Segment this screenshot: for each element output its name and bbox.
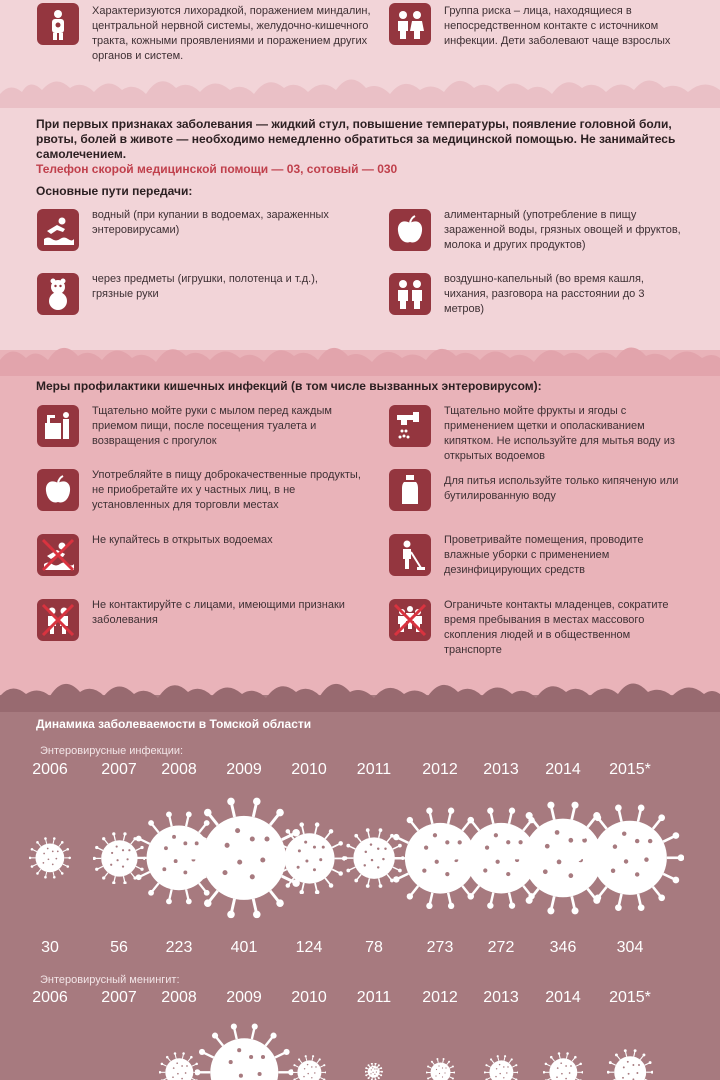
no-crowd-icon — [389, 599, 431, 641]
apple-icon — [37, 469, 79, 511]
fruit-silhouette-divider — [0, 672, 720, 712]
value-label: 124 — [295, 939, 323, 956]
prevention-heading: Меры профилактики кишечных инфекций (в том числе вызванных энтеровирусом): — [36, 379, 542, 393]
year-label: 2008 — [161, 989, 197, 1006]
virus-mark — [29, 837, 71, 879]
year-label: 2008 — [161, 761, 197, 778]
transmission-water-text: водный (при купании в водоемах, зараженных энтеровирусами) — [92, 209, 329, 236]
prevention-no-contact-text: Не контактируйте с лицами, имеющими признаки заболевания — [92, 599, 345, 626]
year-label: 2014 — [545, 761, 581, 778]
no-contact-icon — [37, 599, 79, 641]
children-icon — [389, 3, 431, 45]
transmission-heading: Основные пути передачи: — [36, 184, 193, 198]
prevention-cleaning-text: Проветривайте помещения, проводите влажные уборки с применением дезинфицирующих средств — [444, 534, 644, 576]
value-label: 401 — [230, 939, 258, 956]
value-label: 56 — [110, 939, 128, 956]
year-label: 2009 — [226, 989, 262, 1006]
bottle-icon — [389, 469, 431, 511]
value-label: 30 — [41, 939, 59, 956]
virus-mark — [607, 1049, 653, 1080]
emergency-phone: Телефон скорой медицинской помощи — 03, сотовый — 030 — [36, 162, 398, 176]
year-label: 2012 — [422, 761, 458, 778]
prevention-no-swim-text: Не купайтесь в открытых водоемах — [92, 534, 273, 546]
virus-mark — [159, 1052, 200, 1080]
no-swim-icon — [37, 534, 79, 576]
fruit-silhouette-divider — [0, 68, 720, 108]
prevention-food-text: Употребляйте в пищу доброкачественные продукты, не приобретайте их у частных лиц, в не установленных для торговли местах — [92, 469, 361, 511]
virus-mark — [195, 1023, 294, 1080]
year-label: 2010 — [291, 989, 327, 1006]
year-label: 2015* — [609, 761, 651, 778]
value-label: 78 — [365, 939, 383, 956]
toy-icon — [37, 273, 79, 315]
people-icon — [389, 273, 431, 315]
virus-mark — [484, 1055, 519, 1080]
transmission-objects-text: через предметы (игрушки, полотенца и т.д.), грязные руки — [92, 273, 318, 300]
body-icon — [37, 3, 79, 45]
virus-mark — [543, 1052, 584, 1080]
value-label: 273 — [426, 939, 454, 956]
apple-icon — [389, 209, 431, 251]
transmission-air-text: воздушно-капельный (во время кашля, чихания, разговора на расстоянии до 3 метров) — [444, 273, 645, 315]
virus-mark — [426, 1058, 455, 1080]
year-label: 2009 — [226, 761, 262, 778]
year-label: 2007 — [101, 989, 137, 1006]
transmission-food-text: алиментарный (употребление в пищу зараженной воды, грязных овощей и фруктов, молока и других продуктов) — [444, 209, 681, 251]
risk-group-text: Группа риска – лица, находящиеся в непосредственном контакте с источником инфекции. Дети заболевают чаще взрослых — [444, 5, 671, 47]
year-label: 2010 — [291, 761, 327, 778]
virus-mark — [273, 822, 346, 895]
prevention-no-crowd-text: Ограничьте контакты младенцев, сократите время пребывания в местах массового скопления людей и в общественном транспорте — [444, 599, 669, 656]
symptoms-text: Характеризуются лихорадкой, поражением миндалин, центральной нервной системы, желудочно-кишечного тракта, кожными проявлениями и поражением других органов и систем. — [92, 5, 371, 62]
year-label: 2006 — [32, 989, 68, 1006]
value-label: 346 — [549, 939, 577, 956]
year-label: 2013 — [483, 761, 519, 778]
virus-mark — [576, 804, 684, 912]
value-label: 304 — [616, 939, 644, 956]
year-label: 2013 — [483, 989, 519, 1006]
prevention-handwash-text: Тщательно мойте руки с мылом перед каждым приемом пищи, после посещения туалета и возвращения с прогулок — [92, 405, 332, 447]
warning-text: При первых признаках заболевания — жидкий стул, повышение температуры, появление головной боли, рвоты, болей в животе — необходимо немедленно обратиться за медицинской помощью. Не занимайтесь самолечением. — [36, 117, 676, 161]
series-label-infections: Энтеровирусные инфекции: — [40, 745, 184, 757]
virus-mark — [365, 1063, 382, 1080]
value-label: 272 — [487, 939, 515, 956]
cleaning-icon — [389, 534, 431, 576]
year-label: 2014 — [545, 989, 581, 1006]
dynamics-heading: Динамика заболеваемости в Томской области — [36, 717, 312, 731]
swimmer-icon — [37, 209, 79, 251]
tap-icon — [389, 405, 431, 447]
year-label: 2015* — [609, 989, 651, 1006]
year-label: 2006 — [32, 761, 68, 778]
fruit-silhouette-divider — [0, 336, 720, 376]
prevention-water-text: Для питья используйте только кипяченую или бутилированную воду — [444, 475, 679, 502]
year-label: 2012 — [422, 989, 458, 1006]
year-label: 2011 — [356, 989, 392, 1006]
year-label: 2011 — [356, 761, 392, 778]
virus-mark — [292, 1055, 327, 1080]
value-label: 223 — [165, 939, 193, 956]
prevention-fruits-text: Тщательно мойте фрукты и ягоды с применением щетки и ополаскиванием кипятком. Не используйте для мытья воду из открытых водоемов — [444, 405, 675, 462]
series-label-meningitis: Энтеровирусный менингит: — [40, 974, 180, 986]
handwash-icon — [37, 405, 79, 447]
year-label: 2007 — [101, 761, 137, 778]
